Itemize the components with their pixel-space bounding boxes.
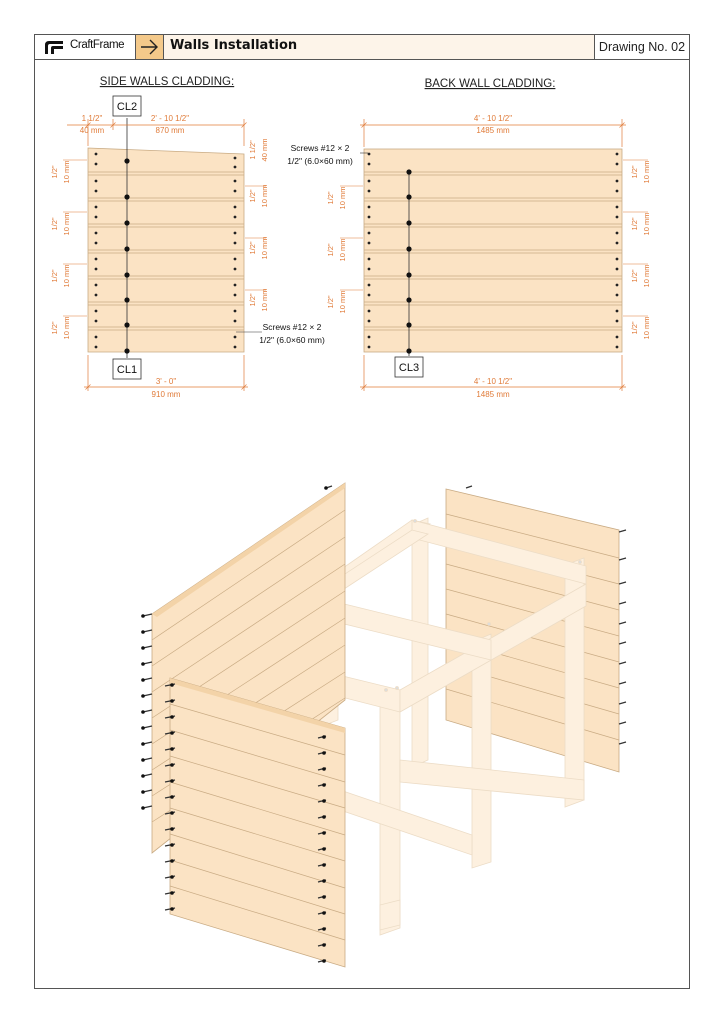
gap-imperial: 1/2": [630, 217, 639, 231]
gap-metric: 10 mm: [260, 288, 269, 312]
drawing-number: Drawing No. 02: [594, 35, 689, 59]
gap-metric: 10 mm: [642, 160, 651, 184]
back-screws-label-2: 1/2" (6.0×60 mm): [287, 156, 353, 166]
gap-metric: 10 mm: [642, 212, 651, 236]
side-gap-dimensions-left: [50, 160, 87, 339]
side-gap-dimensions-right: [245, 139, 269, 312]
gap-imperial: 1/2": [326, 295, 335, 309]
gap-metric: 10 mm: [62, 264, 71, 288]
side-dim-bottom-imperial: 3' - 0": [155, 377, 177, 386]
side-dim-bottom-metric: 910 mm: [151, 390, 181, 399]
side-dim-left-imperial: 1 1/2": [81, 114, 103, 123]
gap-imperial: 1/2": [248, 241, 257, 255]
back-dim-bottom-imperial: 4' - 10 1/2": [473, 377, 513, 386]
back-dim-top-metric: 1485 mm: [476, 126, 510, 135]
gap-metric: 10 mm: [642, 316, 651, 340]
side-walls-heading: SIDE WALLS CLADDING:: [99, 76, 235, 88]
back-dim-top-imperial: 4' - 10 1/2": [473, 114, 513, 123]
gap-imperial: 1/2": [248, 293, 257, 307]
gap-imperial: 1/2": [326, 243, 335, 257]
isometric-assembly: [141, 483, 626, 967]
side-dim-top-imperial: 2' - 10 1/2": [150, 114, 190, 123]
cl2-label: CL2: [116, 101, 138, 113]
gap-imperial: 1/2": [326, 191, 335, 205]
gap-right-top-imperial: 1 1/2": [248, 140, 257, 160]
side-screws-label-2: 1/2" (6.0×60 mm): [259, 335, 325, 345]
gap-metric: 10 mm: [62, 316, 71, 340]
side-dim-top-metric: 870 mm: [155, 126, 185, 135]
side-wall-elevation: [50, 76, 325, 399]
gap-imperial: 1/2": [630, 269, 639, 283]
gap-imperial: 1/2": [248, 189, 257, 203]
gap-imperial: 1/2": [50, 321, 59, 335]
gap-metric: 10 mm: [260, 236, 269, 260]
page-title: Walls Installation: [170, 38, 298, 53]
side-dim-left-metric: 40 mm: [79, 126, 105, 135]
gap-imperial: 1/2": [630, 321, 639, 335]
cl3-label: CL3: [398, 362, 420, 374]
back-screws-label-1: Screws #12 × 2: [290, 143, 350, 153]
back-gap-dimensions-right: [623, 160, 651, 339]
side-screws-label-1: Screws #12 × 2: [262, 322, 322, 332]
back-wall-elevation: [287, 78, 651, 399]
gap-metric: 10 mm: [260, 184, 269, 208]
gap-metric: 10 mm: [338, 290, 347, 314]
back-wall-heading: BACK WALL CLADDING:: [424, 78, 556, 90]
gap-metric: 10 mm: [62, 160, 71, 184]
gap-imperial: 1/2": [50, 217, 59, 231]
gap-right-top-metric: 40 mm: [260, 138, 269, 162]
back-dim-bottom-metric: 1485 mm: [476, 390, 510, 399]
back-gap-dimensions-left: [326, 186, 363, 313]
gap-imperial: 1/2": [50, 165, 59, 179]
gap-imperial: 1/2": [50, 269, 59, 283]
gap-metric: 10 mm: [642, 264, 651, 288]
gap-imperial: 1/2": [630, 165, 639, 179]
gap-metric: 10 mm: [338, 238, 347, 262]
brand-name: CraftFrame: [70, 39, 125, 51]
cl1-label: CL1: [116, 364, 138, 376]
back-wall-panel: [364, 149, 622, 352]
gap-metric: 10 mm: [62, 212, 71, 236]
gap-metric: 10 mm: [338, 186, 347, 210]
iso-front-side-wall-panel: [165, 678, 345, 967]
